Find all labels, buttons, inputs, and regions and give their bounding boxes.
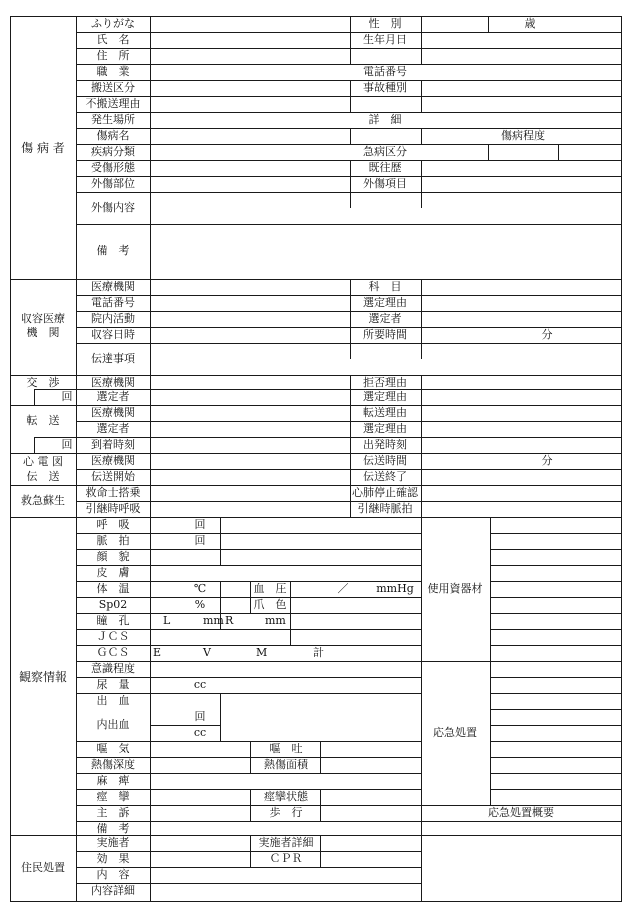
obs-value-divider bbox=[250, 757, 251, 773]
right-label-divider bbox=[421, 128, 422, 144]
hospital-institution-label: 医療機関 bbox=[91, 280, 135, 293]
hospital-admit-time-label: 収容日時 bbox=[91, 328, 135, 341]
resident-section-label: 住民処置 bbox=[21, 861, 65, 874]
age-divider bbox=[488, 16, 489, 32]
resident-performer-detail-label: 実施者詳細 bbox=[258, 836, 314, 849]
urine-label: 尿 量 bbox=[96, 678, 130, 691]
transfer-institution-label: 医療機関 bbox=[91, 406, 135, 419]
equipment-row-line bbox=[490, 549, 622, 550]
transfer-selector-label: 選定者 bbox=[96, 422, 130, 435]
row-line bbox=[150, 725, 220, 726]
equipment-row-line bbox=[490, 533, 622, 534]
pupil-right-unit: mm bbox=[265, 614, 286, 627]
ecg-time-label: 伝送時間 bbox=[363, 454, 407, 467]
gcs-total-label: 計 bbox=[313, 646, 324, 659]
location-label: 発生場所 bbox=[91, 113, 135, 126]
transfer-arrival-label: 到着時刻 bbox=[91, 438, 135, 451]
ecg-section-label-2: 伝 送 bbox=[26, 470, 60, 483]
nail-color-label: 爪 色 bbox=[253, 598, 287, 611]
hospital-required-time-label: 所要時間 bbox=[363, 328, 407, 341]
firstaid-row-line bbox=[490, 677, 622, 678]
form-bottom-border bbox=[10, 901, 622, 902]
equipment-label: 使用資器材 bbox=[427, 582, 483, 595]
diagnosis-label: 傷病名 bbox=[96, 129, 130, 142]
hospital-minutes-label: 分 bbox=[541, 328, 553, 341]
transfer-reason-label: 転送理由 bbox=[363, 406, 407, 419]
obs-value-divider bbox=[220, 693, 221, 709]
row-line bbox=[76, 661, 622, 662]
spasm-label: 痙 攣 bbox=[96, 790, 130, 803]
nausea-label: 嘔 気 bbox=[96, 742, 130, 755]
severity-label: 傷病程度 bbox=[501, 129, 545, 142]
resident-cpr-label: ＣＰＲ bbox=[269, 852, 303, 865]
row-line bbox=[76, 144, 622, 145]
firstaid-row-line bbox=[490, 709, 622, 710]
firstaid-row-line bbox=[490, 693, 622, 694]
row-line bbox=[76, 96, 622, 97]
history-label: 既往歴 bbox=[368, 161, 402, 174]
ecg-start-label: 伝送開始 bbox=[91, 470, 135, 483]
injury-content-label: 外傷内容 bbox=[91, 201, 135, 214]
gcs-m-label: M bbox=[256, 646, 268, 659]
address-label: 住 所 bbox=[96, 49, 130, 62]
obs-right-divider bbox=[421, 517, 422, 821]
row-line bbox=[76, 437, 622, 438]
negotiation-count-label: 回 bbox=[61, 390, 73, 403]
row-line bbox=[76, 224, 622, 225]
resident-performer-label: 実施者 bbox=[96, 836, 130, 849]
complaint-label: 主 訴 bbox=[96, 806, 130, 819]
right-label-divider bbox=[350, 375, 351, 517]
age-label: 歳 bbox=[524, 17, 536, 30]
right-label-divider bbox=[421, 80, 422, 112]
negotiation-institution-label: 医療機関 bbox=[91, 376, 135, 389]
right-label-divider bbox=[350, 80, 351, 112]
equipment-row-line bbox=[490, 613, 622, 614]
resident-effect-label: 効 果 bbox=[96, 852, 130, 865]
negotiation-selection-reason-label: 選定理由 bbox=[363, 390, 407, 403]
ecg-minutes-label: 分 bbox=[541, 454, 553, 467]
row-line bbox=[76, 821, 622, 822]
hospital-inhospital-label: 院内活動 bbox=[91, 312, 135, 325]
row-line bbox=[76, 112, 622, 113]
occupation-label: 職 業 bbox=[96, 65, 130, 78]
obs-value-divider bbox=[250, 789, 251, 821]
row-line bbox=[76, 32, 622, 33]
injury-form-label: 受傷形態 bbox=[91, 161, 135, 174]
count-cell-divider bbox=[34, 389, 35, 405]
resident-content-label: 内 容 bbox=[96, 868, 130, 881]
firstaid-row-line bbox=[490, 789, 622, 790]
sex-label: 性 別 bbox=[368, 17, 402, 30]
transfer-count-label: 回 bbox=[61, 438, 73, 451]
equipment-row-line bbox=[490, 565, 622, 566]
transfer-departure-label: 出発時刻 bbox=[363, 438, 407, 451]
right-label-divider bbox=[350, 128, 351, 144]
negotiation-selector-label: 選定者 bbox=[96, 390, 130, 403]
first-aid-summary-label: 応急処置概要 bbox=[488, 806, 554, 819]
internal-bleeding-label: 内出血 bbox=[96, 718, 130, 731]
burn-depth-label: 熱傷深度 bbox=[91, 758, 135, 771]
transport-class-label: 搬送区分 bbox=[91, 81, 135, 94]
firstaid-row-line bbox=[490, 741, 622, 742]
obs-value-divider bbox=[220, 517, 221, 565]
row-line bbox=[76, 295, 622, 296]
bp-slash: ／ bbox=[337, 582, 349, 595]
details-label: 詳 細 bbox=[368, 113, 402, 126]
jcs-label: ＪＣＳ bbox=[96, 630, 130, 643]
obs-value-divider bbox=[290, 629, 291, 645]
injury-item-label: 外傷項目 bbox=[363, 177, 407, 190]
equipment-row-line bbox=[490, 597, 622, 598]
spo2-label: Sp02 bbox=[98, 598, 128, 611]
row-line bbox=[76, 597, 421, 598]
form-right-border bbox=[621, 16, 622, 902]
resident-divider bbox=[421, 821, 422, 902]
hospital-department-label: 科 目 bbox=[368, 280, 402, 293]
emergency-transport-form bbox=[10, 16, 622, 902]
negotiation-section-label: 交 渉 bbox=[26, 376, 60, 389]
obs-value-divider bbox=[320, 741, 321, 757]
resus-arrest-confirm-label: 心肺停止確認 bbox=[352, 486, 418, 499]
obs-remarks-label: 備 考 bbox=[96, 822, 130, 835]
resus-handover-breath-label: 引継時呼吸 bbox=[85, 502, 141, 515]
obs-value-divider bbox=[320, 757, 321, 773]
furigana-label: ふりがな bbox=[91, 17, 135, 30]
hospital-selection-reason-label: 選定理由 bbox=[363, 296, 407, 309]
hospital-notes-label: 伝達事項 bbox=[91, 352, 135, 365]
urine-unit: cc bbox=[193, 678, 207, 691]
face-label: 顔 貌 bbox=[96, 550, 130, 563]
row-line bbox=[76, 160, 622, 161]
row-line bbox=[76, 176, 622, 177]
resus-paramedic-label: 救命士搭乗 bbox=[85, 486, 141, 499]
temp-unit: ℃ bbox=[193, 582, 207, 595]
paralysis-label: 麻 痺 bbox=[96, 774, 130, 787]
emergency-class-label: 急病区分 bbox=[363, 145, 407, 158]
pupil-left-unit: mm bbox=[203, 614, 224, 627]
equipment-row-line bbox=[490, 645, 622, 646]
gcs-label: ＧＣＳ bbox=[96, 646, 130, 659]
gait-label: 歩 行 bbox=[269, 806, 303, 819]
bleeding-label: 出 血 bbox=[96, 694, 130, 707]
pupil-left-label: L bbox=[163, 614, 171, 627]
row-line bbox=[76, 469, 622, 470]
resident-divider bbox=[250, 835, 251, 867]
obs-value-divider bbox=[250, 741, 251, 757]
injured-section-label: 傷 病 者 bbox=[21, 141, 65, 155]
injury-site-label: 外傷部位 bbox=[91, 177, 135, 190]
obs-section-label: 観察情報 bbox=[18, 670, 68, 684]
internal-bleeding-volume-unit: cc bbox=[193, 726, 207, 739]
spo2-unit: % bbox=[194, 598, 206, 611]
firstaid-row-line bbox=[490, 757, 622, 758]
negotiation-refusal-label: 拒否理由 bbox=[363, 376, 407, 389]
accident-type-label: 事故種別 bbox=[363, 81, 407, 94]
right-label-divider bbox=[350, 16, 351, 64]
row-line bbox=[76, 48, 622, 49]
ecg-section-label-1: 心 電 図 bbox=[23, 455, 63, 468]
resident-content-detail-label: 内容詳細 bbox=[91, 884, 135, 897]
row-line bbox=[76, 80, 622, 81]
ecg-institution-label: 医療機関 bbox=[91, 454, 135, 467]
obs-right-divider bbox=[490, 517, 491, 805]
form-left-border bbox=[10, 16, 11, 902]
hospital-section-label-2: 機 関 bbox=[26, 326, 60, 339]
spasm-state-label: 痙攣状態 bbox=[264, 790, 308, 803]
name-label: 氏 名 bbox=[96, 33, 130, 46]
right-label-divider bbox=[350, 279, 351, 359]
pulse-unit: 回 bbox=[194, 534, 206, 547]
row-line bbox=[76, 64, 622, 65]
phone-label: 電話番号 bbox=[363, 65, 407, 78]
obs-value-divider bbox=[320, 789, 321, 821]
remarks-label: 備 考 bbox=[96, 244, 130, 257]
pupil-right-label: R bbox=[225, 614, 234, 627]
gcs-v-label: V bbox=[203, 646, 211, 659]
right-label-divider bbox=[421, 279, 422, 359]
obs-value-divider bbox=[220, 709, 221, 741]
row-line bbox=[76, 421, 622, 422]
pulse-label: 脈 拍 bbox=[96, 534, 130, 547]
obs-value-divider bbox=[250, 581, 251, 613]
bp-unit: mmHg bbox=[376, 582, 414, 595]
skin-label: 皮 膚 bbox=[96, 566, 130, 579]
right-label-divider bbox=[421, 16, 422, 64]
hospital-phone-label: 電話番号 bbox=[91, 296, 135, 309]
row-line bbox=[76, 389, 622, 390]
row-line bbox=[76, 192, 622, 193]
firstaid-row-line bbox=[490, 725, 622, 726]
equipment-row-line bbox=[490, 581, 622, 582]
row-line bbox=[76, 501, 622, 502]
obs-value-divider bbox=[290, 581, 291, 629]
right-label-divider bbox=[421, 375, 422, 517]
first-aid-label: 応急処置 bbox=[433, 726, 477, 739]
respiration-label: 呼 吸 bbox=[96, 518, 130, 531]
temp-label: 体 温 bbox=[96, 582, 130, 595]
pupil-label: 瞳 孔 bbox=[96, 614, 130, 627]
no-transport-reason-label: 不搬送理由 bbox=[85, 97, 141, 110]
firstaid-row-line bbox=[490, 773, 622, 774]
severity-divider bbox=[488, 144, 489, 160]
internal-bleeding-count-unit: 回 bbox=[194, 710, 206, 723]
section-column-divider bbox=[76, 16, 77, 902]
resident-divider bbox=[320, 835, 321, 867]
resus-section-label: 救急蘇生 bbox=[21, 494, 65, 507]
severity-divider bbox=[558, 144, 559, 160]
bp-label: 血 圧 bbox=[253, 582, 287, 595]
burn-area-label: 熱傷面積 bbox=[264, 758, 308, 771]
hospital-selector-label: 選定者 bbox=[368, 312, 402, 325]
count-cell-divider bbox=[34, 437, 35, 453]
ecg-end-label: 伝送終了 bbox=[363, 470, 407, 483]
hospital-section-label-1: 収容医療 bbox=[21, 312, 65, 325]
row-line bbox=[76, 311, 622, 312]
row-line bbox=[76, 327, 622, 328]
right-label-divider bbox=[350, 160, 351, 208]
disease-class-label: 疾病分類 bbox=[91, 145, 135, 158]
right-label-divider bbox=[421, 160, 422, 208]
transfer-section-label: 転 送 bbox=[26, 414, 60, 427]
respiration-unit: 回 bbox=[194, 518, 206, 531]
equipment-row-line bbox=[490, 629, 622, 630]
label-column-divider bbox=[150, 16, 151, 902]
birthdate-label: 生年月日 bbox=[363, 33, 407, 46]
row-line bbox=[76, 343, 622, 344]
transfer-selection-reason-label: 選定理由 bbox=[363, 422, 407, 435]
consciousness-label: 意識程度 bbox=[91, 662, 135, 675]
resus-handover-pulse-label: 引継時脈拍 bbox=[357, 502, 413, 515]
vomit-label: 嘔 吐 bbox=[269, 742, 303, 755]
gcs-e-label: E bbox=[153, 646, 162, 659]
